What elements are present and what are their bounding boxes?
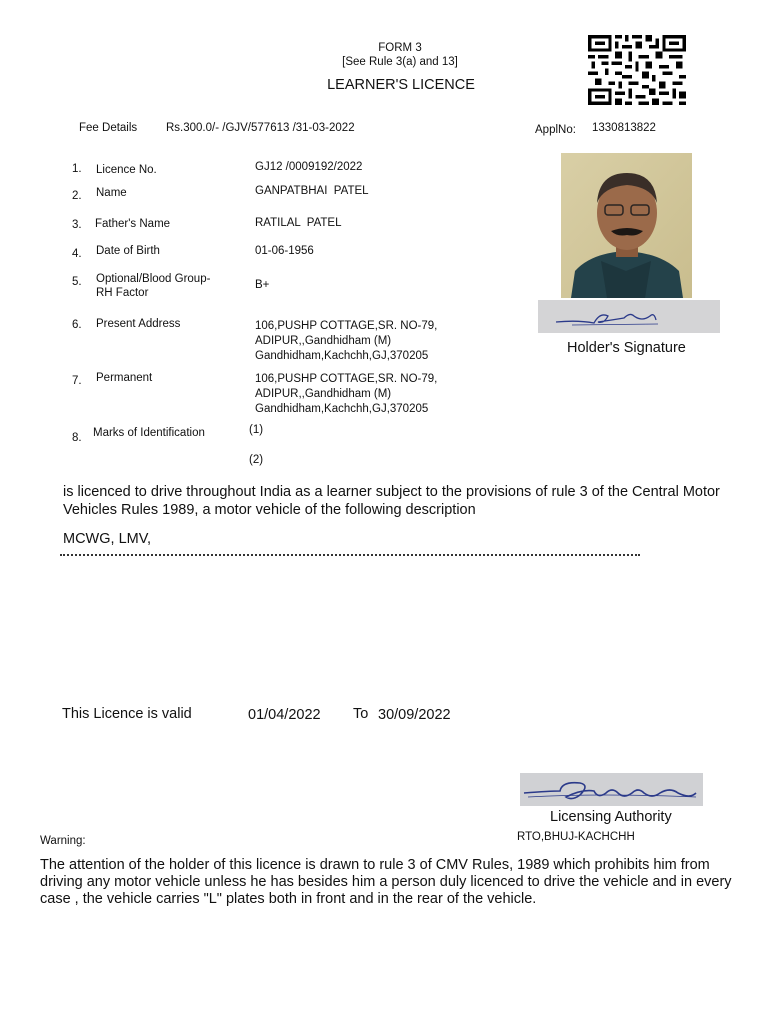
blood-group-label-line2: RH Factor bbox=[96, 287, 149, 299]
field-number: 8. bbox=[72, 432, 82, 444]
name-value: GANPATBHAI PATEL bbox=[255, 185, 369, 197]
field-number: 5. bbox=[72, 276, 82, 288]
field-number: 3. bbox=[72, 219, 82, 231]
marks-of-identification-label: Marks of Identification bbox=[93, 427, 205, 439]
rto-office: RTO,BHUJ-KACHCHH bbox=[517, 831, 635, 843]
validity-to-label: To bbox=[353, 706, 369, 722]
licence-statement: is licenced to drive throughout India as a learner subject to the provisions of rule 3 of the Central Motor Vehicles Rules 1989, a motor vehicle of the following description bbox=[63, 484, 720, 518]
valid-from-date: 01/04/2022 bbox=[248, 707, 321, 723]
permanent-address-value: 106,PUSHP COTTAGE,SR. NO-79, ADIPUR,,Gandhidham (M) Gandhidham,Kachchh,GJ,370205 bbox=[255, 373, 438, 415]
date-of-birth-value: 01-06-1956 bbox=[255, 245, 314, 257]
identification-mark-2: (2) bbox=[249, 454, 264, 466]
warning-label: Warning: bbox=[40, 835, 86, 847]
name-label: Name bbox=[96, 187, 127, 199]
identification-mark-1: (1) bbox=[249, 424, 264, 436]
field-number: 7. bbox=[72, 375, 82, 387]
permanent-address-label: Permanent bbox=[96, 372, 153, 384]
document-title: LEARNER'S LICENCE bbox=[327, 77, 475, 93]
fathers-name-label: Father's Name bbox=[95, 218, 171, 230]
licence-no-label: Licence No. bbox=[96, 164, 157, 176]
validity-label: This Licence is valid bbox=[62, 706, 192, 722]
present-address-value: 106,PUSHP COTTAGE,SR. NO-79, ADIPUR,,Gandhidham (M) Gandhidham,Kachchh,GJ,370205 bbox=[255, 320, 438, 362]
fee-details-value: Rs.300.0/- /GJV/577613 /31-03-2022 bbox=[166, 122, 355, 134]
field-number: 2. bbox=[72, 190, 82, 202]
rule-reference: [See Rule 3(a) and 13] bbox=[342, 56, 458, 68]
dotted-divider bbox=[60, 550, 640, 556]
blood-group-value: B+ bbox=[255, 279, 270, 291]
qr-code bbox=[588, 35, 686, 105]
warning-text: The attention of the holder of this licence is drawn to rule 3 of CMV Rules, 1989 which prohibits him from driving any motor vehicle unless he has besides him a person duly licenced to drive the vehicle and in every case , the vehicle carries "L" plates both in front and in the rear of the vehicle. bbox=[40, 857, 732, 907]
date-of-birth-label: Date of Birth bbox=[96, 245, 160, 257]
holder-signature bbox=[538, 300, 720, 333]
vehicle-classes: MCWG, LMV, bbox=[63, 531, 152, 547]
licensing-authority-label: Licensing Authority bbox=[550, 809, 672, 825]
field-number: 4. bbox=[72, 248, 82, 260]
appl-no-label: ApplNo: bbox=[535, 124, 576, 136]
appl-no-value: 1330813822 bbox=[592, 122, 656, 134]
present-address-label: Present Address bbox=[96, 318, 181, 330]
licence-no-value: GJ12 /0009192/2022 bbox=[255, 161, 363, 173]
holder-signature-label: Holder's Signature bbox=[567, 340, 686, 356]
field-number: 6. bbox=[72, 319, 82, 331]
licensing-authority-signature bbox=[520, 773, 703, 806]
field-number: 1. bbox=[72, 163, 82, 175]
holder-photo bbox=[561, 153, 692, 298]
fathers-name-value: RATILAL PATEL bbox=[255, 217, 342, 229]
blood-group-label-line1: Optional/Blood Group- bbox=[96, 273, 211, 285]
valid-to-date: 30/09/2022 bbox=[378, 707, 451, 723]
form-number: FORM 3 bbox=[378, 42, 422, 54]
fee-details-label: Fee Details bbox=[79, 122, 138, 134]
